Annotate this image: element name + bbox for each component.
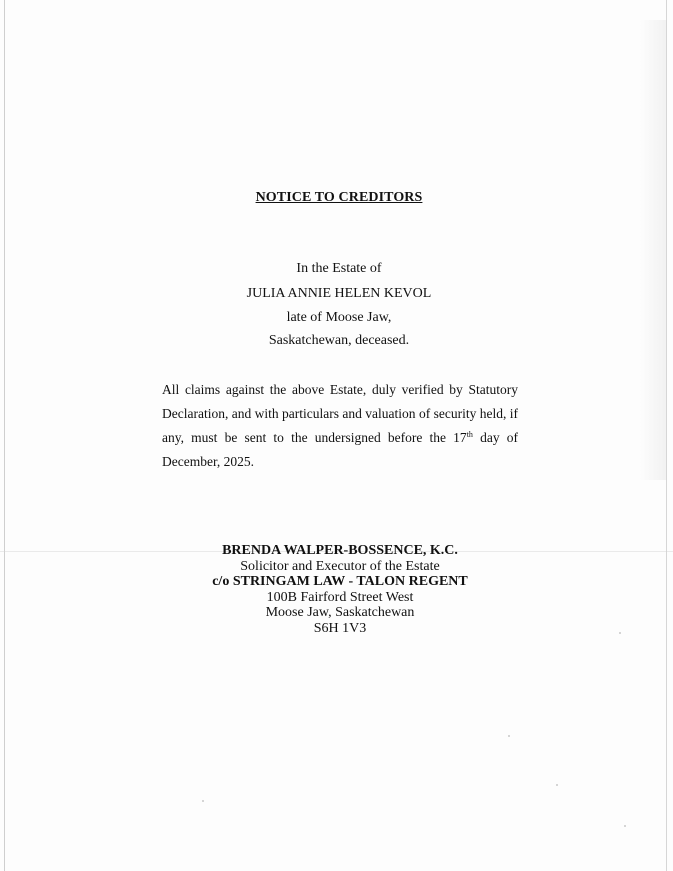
scan-speck	[556, 784, 558, 786]
claims-text: All claims against the above Estate, duly verified by Statutory Declaration, and with particulars and valuation of security held, if any, must be sent to the undersigned before the 17	[162, 382, 518, 445]
deceased-province: Saskatchewan, deceased.	[268, 333, 410, 348]
page-left-edge	[4, 0, 5, 871]
notice-title: NOTICE TO CREDITORS	[255, 190, 423, 205]
date-ordinal-suffix: th	[466, 430, 473, 439]
claims-deadline: day of December, 2025.	[162, 430, 518, 469]
scan-speck	[508, 735, 510, 737]
law-firm: c/o STRINGAM LAW - TALON REGENT	[212, 574, 468, 589]
claims-paragraph	[162, 378, 518, 474]
scan-speck	[202, 800, 204, 802]
deceased-residence: late of Moose Jaw,	[286, 310, 392, 325]
scan-speck	[619, 632, 621, 634]
address-street: 100B Fairford Street West	[266, 590, 414, 605]
address-city: Moose Jaw, Saskatchewan	[265, 605, 415, 620]
deceased-name: JULIA ANNIE HELEN KEVOL	[246, 286, 432, 301]
solicitor-role: Solicitor and Executor of the Estate	[240, 559, 440, 574]
address-postal-code: S6H 1V3	[313, 621, 367, 636]
page-right-edge	[666, 0, 667, 871]
solicitor-name: BRENDA WALPER-BOSSENCE, K.C.	[222, 543, 458, 558]
scan-speck	[624, 825, 626, 827]
estate-line-intro: In the Estate of	[296, 261, 382, 276]
scan-shadow	[640, 20, 666, 480]
